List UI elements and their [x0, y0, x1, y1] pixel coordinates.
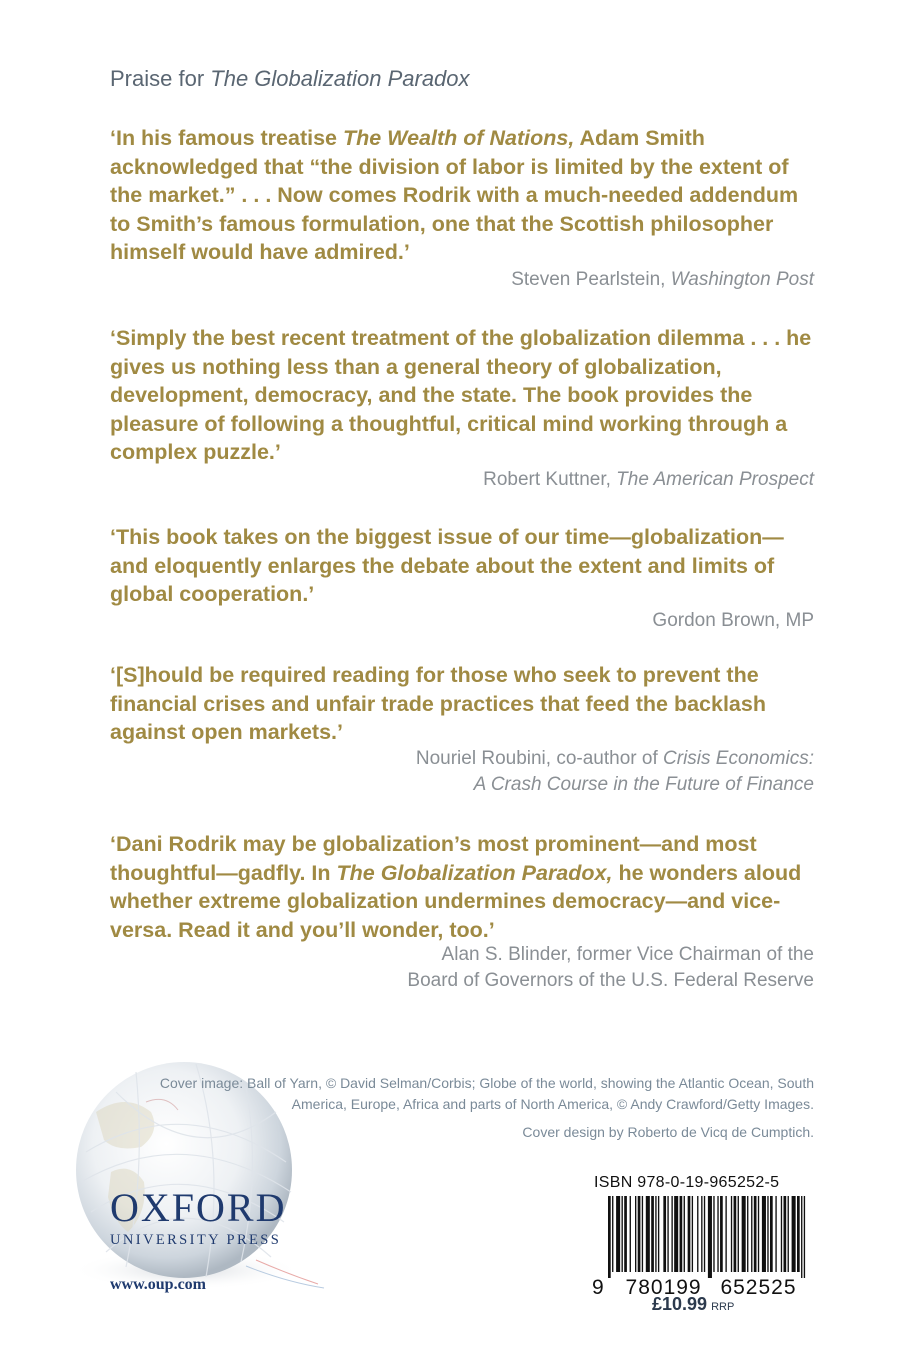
barcode-block [592, 1174, 814, 1300]
barcode-bar [758, 1196, 759, 1272]
barcode-bar [792, 1196, 796, 1272]
barcode-bar [630, 1196, 631, 1272]
barcode-bar [663, 1196, 666, 1272]
quote-text: ‘In his famous treatise [110, 126, 343, 150]
isbn-label: ISBN 978-0-19-965252-5 [594, 1174, 780, 1191]
quote-italic-title: The Globalization Paradox, [336, 860, 613, 885]
barcode-bar [754, 1196, 757, 1272]
oxford-logo [110, 1185, 287, 1249]
attribution-author: Robert Kuttner, [483, 469, 617, 490]
barcode-bar [658, 1196, 659, 1272]
barcode-bar [775, 1196, 776, 1272]
quote-text: ‘Dani Rodrik may be globalization’s most prominent—and most thoughtful—gadfly. In [110, 832, 757, 885]
praise-heading [110, 66, 470, 92]
barcode-bar [804, 1196, 805, 1278]
barcode-bar [784, 1196, 787, 1272]
quote-blinder [110, 830, 820, 944]
barcode-bar [674, 1196, 678, 1272]
attribution-pearlstein [314, 267, 814, 293]
barcode-bar [688, 1196, 691, 1272]
attribution-blinder [214, 942, 814, 994]
attribution-author: Alan S. Blinder, former Vice Chairman of the [441, 944, 814, 965]
barcode-bar [762, 1196, 766, 1272]
barcode-bar [781, 1196, 782, 1272]
barcode-bar [751, 1196, 752, 1272]
isbn-left-digits: 780199 [625, 1276, 702, 1299]
isbn-first-digit: 9 [592, 1276, 605, 1299]
barcode-bar [770, 1196, 773, 1272]
quote-text: he wonders aloud whether extreme globalization undermines democracy—and vice-versa. Read it and you’ll wonder, too.’ [110, 860, 802, 942]
barcode-bar [616, 1196, 620, 1272]
barcode-bar [725, 1196, 726, 1272]
barcode-bar [646, 1196, 650, 1272]
quote-pearlstein [110, 124, 820, 267]
barcode-bar [738, 1196, 739, 1272]
barcode-bar [713, 1196, 714, 1272]
isbn-right-digits: 652525 [720, 1276, 797, 1299]
cover-image-credit: Cover image: Ball of Yarn, © David Selman/Corbis; Globe of the world, showing the Atlantic Ocean, South America, Europe, Africa and parts of North America, © Andy Crawford/Getty Images. [159, 1075, 814, 1112]
praise-book-title: The Globalization Paradox [210, 66, 470, 91]
barcode-bar [642, 1196, 643, 1272]
publisher-url: www.oup.com [110, 1276, 207, 1293]
price-suffix: RRP [711, 1301, 735, 1313]
barcode-bar [701, 1196, 702, 1272]
cover-design-credit: Cover design by Roberto de Vicq de Cumptich. [522, 1124, 814, 1140]
barcode-bar [608, 1196, 611, 1278]
quote-kuttner: ‘Simply the best recent treatment of the globalization dilemma . . . he gives us nothing less than a general theory of globalization, development, democracy, and the state. The book provides the pleasure of following a thoughtful, critical mind working through a complex puzzle.’ [110, 326, 812, 464]
attribution-source: Washington Post [670, 269, 814, 290]
barcode-bar [671, 1196, 672, 1272]
barcode-bar [680, 1196, 683, 1272]
barcode-bar [622, 1196, 623, 1272]
barcode-bar [638, 1196, 641, 1272]
barcode-bar [708, 1196, 712, 1278]
barcode-bar [704, 1196, 705, 1272]
oxford-wordmark: OXFORD [110, 1185, 287, 1230]
barcode-bar [684, 1196, 685, 1272]
barcode-bar [624, 1196, 627, 1272]
barcode-bar [742, 1196, 746, 1272]
attribution-kuttner [314, 467, 814, 493]
attribution-source: The American Prospect [616, 469, 814, 490]
barcode-bar [667, 1196, 668, 1272]
quote-italic-title: The Wealth of Nations, [342, 126, 575, 150]
university-press-wordmark: UNIVERSITY PRESS [110, 1232, 282, 1248]
attribution-brown: Gordon Brown, MP [652, 610, 814, 631]
barcode-icon [592, 1196, 814, 1278]
quote-text: Adam Smith acknowledged that “the division of labor is limited by the extent of the market.” . . . Now comes Rodrik with a much-needed addendum to Smith’s famous formulation, one that the Scottish philosopher himself would have admired.’ [110, 126, 799, 264]
barcode-bar [801, 1196, 802, 1278]
attribution-author: Nouriel Roubini, co-author of [415, 748, 664, 769]
attribution-author: Steven Pearlstein, [511, 269, 671, 290]
barcode-bar [635, 1196, 636, 1272]
price-amount: £10.99 [652, 1294, 708, 1314]
attribution-source: Crisis Economics: [663, 748, 814, 769]
barcode-bar [692, 1196, 693, 1272]
barcode-bar [731, 1196, 732, 1272]
price [652, 1294, 734, 1315]
barcode-bar [720, 1196, 723, 1272]
barcode-bar [717, 1196, 718, 1272]
barcode-bar [747, 1196, 748, 1272]
barcode-bar [797, 1196, 800, 1272]
barcode-bar [697, 1196, 698, 1272]
barcode-bar [767, 1196, 768, 1272]
attribution-source: A Crash Course in the Future of Finance [473, 774, 814, 795]
barcode-bar [612, 1196, 613, 1272]
barcode-bar [734, 1196, 737, 1272]
quote-roubini: ‘[S]hould be required reading for those who seek to prevent the financial crises and unfair trade practices that feed the backlash against open markets.’ [110, 663, 766, 744]
barcode-bar [651, 1196, 654, 1272]
attribution-author: Board of Governors of the U.S. Federal Reserve [407, 970, 814, 991]
praise-prefix: Praise for [110, 66, 211, 91]
quote-brown: ‘This book takes on the biggest issue of our time—globalization—and eloquently enlarges the debate about the extent and limits of global cooperation.’ [110, 525, 784, 606]
barcode-bar [788, 1196, 789, 1272]
attribution-roubini [214, 746, 814, 798]
barcode-bar [655, 1196, 656, 1272]
